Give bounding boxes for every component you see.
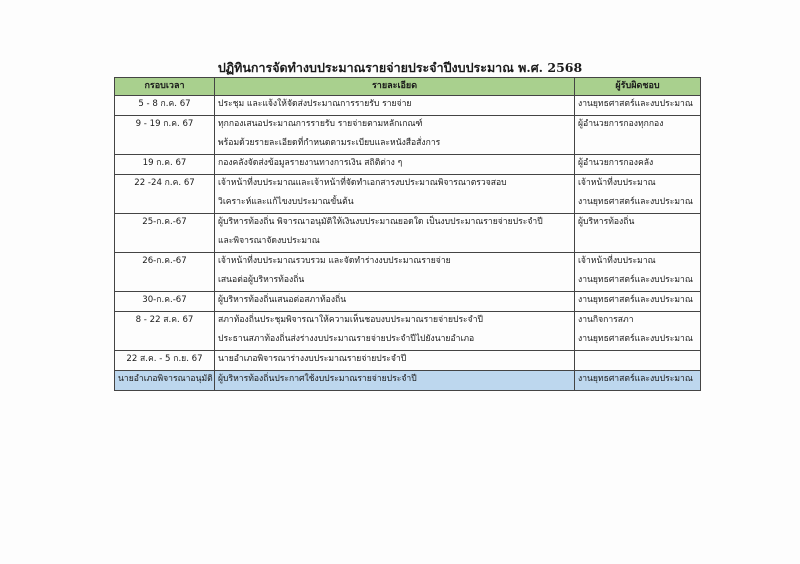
- detail-line: ผู้บริหารท้องถิ่นเสนอต่อสภาท้องถิ่น: [218, 295, 347, 305]
- table-row: [115, 96, 701, 116]
- table-row: [115, 312, 701, 351]
- detail-cell: [215, 371, 575, 391]
- period-cell: [115, 371, 215, 391]
- table-row: [115, 155, 701, 175]
- detail-line: นายอำเภอพิจารณาร่างงบประมาณรายจ่ายประจำปี: [218, 354, 407, 364]
- detail-line: ประชุม และแจ้งให้จัดส่งประมาณการรายรับ รายจ่าย: [218, 99, 412, 109]
- period-cell: [115, 96, 215, 116]
- responsible-cell: [575, 312, 701, 351]
- responsible-line: เจ้าหน้าที่งบประมาณ: [578, 256, 656, 266]
- responsible-cell: [575, 116, 701, 155]
- period-cell: [115, 116, 215, 155]
- table-row: [115, 351, 701, 371]
- detail-line: เสนอต่อผู้บริหารท้องถิ่น: [218, 275, 305, 285]
- document-title: ปฏิทินการจัดทำงบประมาณรายจ่ายประจำปีงบประมาณ พ.ศ. 2568: [217, 60, 583, 75]
- period-cell: [115, 253, 215, 292]
- period-text: 22 ส.ค. - 5 ก.ย. 67: [126, 354, 203, 364]
- period-text: 30-ก.ค.-67: [142, 295, 187, 305]
- period-spacer: [118, 272, 211, 291]
- responsible-line: ผู้อำนวยการกองคลัง: [578, 158, 654, 168]
- detail-cell: [215, 351, 575, 371]
- period-text: 25-ก.ค.-67: [142, 217, 187, 227]
- detail-cell: [215, 253, 575, 292]
- period-text: 26-ก.ค.-67: [142, 256, 187, 266]
- responsible-line: ผู้อำนวยการกองทุกกอง: [578, 119, 664, 129]
- table-row: [115, 371, 701, 391]
- responsible-cell: [575, 371, 701, 391]
- responsible-line: ผู้บริหารท้องถิ่น: [578, 217, 635, 227]
- period-spacer: [118, 194, 211, 213]
- budget-calendar-table: [114, 77, 701, 391]
- period-text: 8 - 22 ส.ค. 67: [135, 315, 194, 325]
- detail-cell: [215, 155, 575, 175]
- period-cell: [115, 351, 215, 371]
- detail-line: ผู้บริหารท้องถิ่นประกาศใช้งบประมาณรายจ่ายประจำปี: [218, 374, 417, 384]
- responsible-cell: [575, 214, 701, 253]
- table-row: [115, 292, 701, 312]
- period-text: 5 - 8 ก.ค. 67: [138, 99, 191, 109]
- table-row: [115, 214, 701, 253]
- period-spacer: [118, 331, 211, 350]
- responsible-line: [578, 233, 697, 252]
- responsible-cell: [575, 175, 701, 214]
- header-detail: รายละเอียด: [215, 78, 575, 96]
- responsible-cell: [575, 96, 701, 116]
- table-row: [115, 253, 701, 292]
- detail-line: ทุกกองเสนอประมาณการรายรับ รายจ่ายตามหลักเกณฑ์: [218, 119, 423, 129]
- period-text: 22 -24 ก.ค. 67: [134, 178, 195, 188]
- detail-cell: [215, 214, 575, 253]
- table-row: [115, 116, 701, 155]
- detail-line: กองคลังจัดส่งข้อมูลรายงานทางการเงิน สถิติต่าง ๆ: [218, 158, 403, 168]
- period-text: นายอำเภอพิจารณาอนุมัติ: [118, 374, 213, 384]
- header-row: [115, 78, 701, 96]
- period-spacer: [118, 135, 211, 154]
- period-cell: [115, 292, 215, 312]
- responsible-line: งานยุทธศาสตร์และงบประมาณ: [578, 197, 693, 207]
- responsible-line: งานยุทธศาสตร์และงบประมาณ: [578, 334, 693, 344]
- detail-line: เจ้าหน้าที่งบประมาณรวบรวม และจัดทำร่างงบประมาณรายจ่าย: [218, 256, 451, 266]
- detail-cell: [215, 292, 575, 312]
- responsible-line: งานกิจการสภา: [578, 315, 634, 325]
- period-cell: [115, 312, 215, 351]
- period-text: 19 ก.ค. 67: [142, 158, 187, 168]
- detail-cell: [215, 116, 575, 155]
- detail-line: วิเคราะห์และแก้ไขงบประมาณขั้นต้น: [218, 197, 354, 207]
- period-cell: [115, 214, 215, 253]
- detail-cell: [215, 175, 575, 214]
- responsible-line: งานยุทธศาสตร์และงบประมาณ: [578, 275, 693, 285]
- responsible-line: เจ้าหน้าที่งบประมาณ: [578, 178, 656, 188]
- detail-line: ผู้บริหารท้องถิ่น พิจารณาอนุมัติให้เงินงบประมาณยอดใด เป็นงบประมาณรายจ่ายประจำปี: [218, 217, 543, 227]
- detail-line: และพิจารณาจัดงบประมาณ: [218, 236, 320, 246]
- responsible-line: [578, 135, 697, 154]
- detail-line: พร้อมด้วยรายละเอียดที่กำหนดตามระเบียบและหนังสือสั่งการ: [218, 138, 441, 148]
- detail-line: เจ้าหน้าที่งบประมาณและเจ้าหน้าที่จัดทำเอกสารงบประมาณพิจารณาตรวจสอบ: [218, 178, 507, 188]
- responsible-line: งานยุทธศาสตร์และงบประมาณ: [578, 295, 693, 305]
- responsible-line: งานยุทธศาสตร์และงบประมาณ: [578, 374, 693, 384]
- responsible-cell: [575, 253, 701, 292]
- detail-line: สภาท้องถิ่นประชุมพิจารณาให้ความเห็นชอบงบประมาณรายจ่ายประจำปี: [218, 315, 483, 325]
- detail-line: ประธานสภาท้องถิ่นส่งร่างงบประมาณรายจ่ายประจำปีไปยังนายอำเภอ: [218, 334, 475, 344]
- table-row: [115, 175, 701, 214]
- responsible-cell: [575, 155, 701, 175]
- responsible-line: งานยุทธศาสตร์และงบประมาณ: [578, 99, 693, 109]
- detail-cell: [215, 312, 575, 351]
- responsible-cell: [575, 292, 701, 312]
- header-responsible: ผู้รับผิดชอบ: [575, 78, 701, 96]
- header-period: กรอบเวลา: [115, 78, 215, 96]
- responsible-cell: [575, 351, 701, 371]
- detail-cell: [215, 96, 575, 116]
- period-cell: [115, 175, 215, 214]
- responsible-line: [578, 351, 697, 370]
- period-cell: [115, 155, 215, 175]
- period-text: 9 - 19 ก.ค. 67: [135, 119, 194, 129]
- period-spacer: [118, 233, 211, 252]
